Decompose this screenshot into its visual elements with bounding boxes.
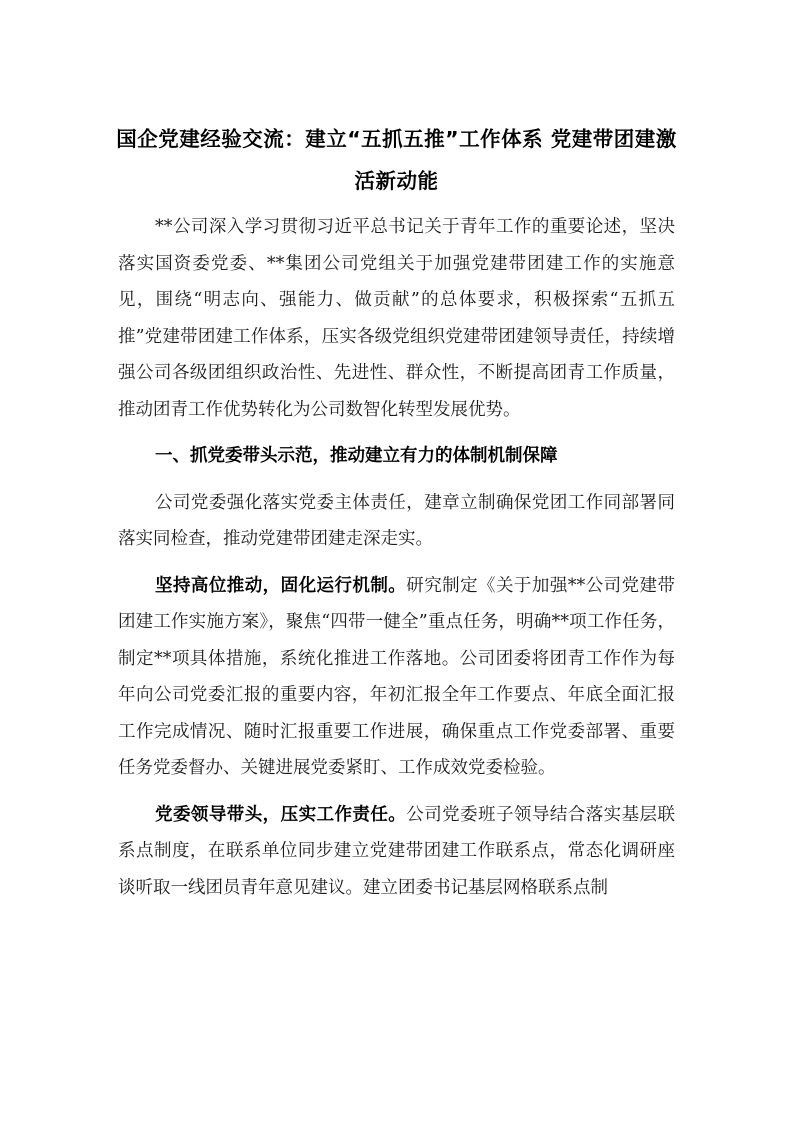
- section-heading-1: 一、抓党委带头示范，推动建立有力的体制机制保障: [155, 446, 558, 466]
- subsection-paragraph-2: [118, 797, 675, 907]
- subsection-paragraph-1: [118, 568, 675, 787]
- subsection-lead-1: 坚持高位推动，固化运行机制。: [155, 575, 407, 596]
- subsection-text-2: 公司党委班子领导结合落实基层联系点制度，在联系单位同步建立党建带团建工作联系点，常态化调研座谈听取一线团员青年意见建议。建立团委书记基层网格联系点制: [118, 804, 675, 898]
- subsection-text-1: 研究制定《关于加强**公司党建带团建工作实施方案》，聚焦“四带一健全”重点任务，明确**项工作任务，制定**项具体措施，系统化推进工作落地。公司团委将团青工作作为每年向公司党委汇报的重要内容，年初汇报全年工作要点、年底全面汇报工作完成情况、随时汇报重要工作进展，确保重点工作党委部署、重要任务党委督办、关键进展党委紧盯、工作成效党委检验。: [118, 575, 675, 778]
- subsection-lead-2: 党委领导带头，压实工作责任。: [155, 804, 407, 825]
- document-title: 国企党建经验交流：建立“五抓五推”工作体系 党建带团建激活新动能: [116, 127, 677, 193]
- document-body: [118, 209, 675, 916]
- intro-paragraph: **公司深入学习贯彻习近平总书记关于青年工作的重要论述，坚决落实国资委党委、**集团公司党组关于加强党建带团建工作的实施意见，围绕“明志向、强能力、做贡献”的总体要求，积极探索“五抓五推”党建带团建工作体系，压实各级党组织党建带团建领导责任，持续增强公司各级团组织政治性、先进性、群众性，不断提高团青工作质量，推动团青工作优势转化为公司数智化转型发展优势。: [118, 217, 675, 420]
- section-1-intro-paragraph: 公司党委强化落实党委主体责任，建章立制确保党团工作同部署同落实同检查，推动党建带团建走深走实。: [118, 492, 675, 549]
